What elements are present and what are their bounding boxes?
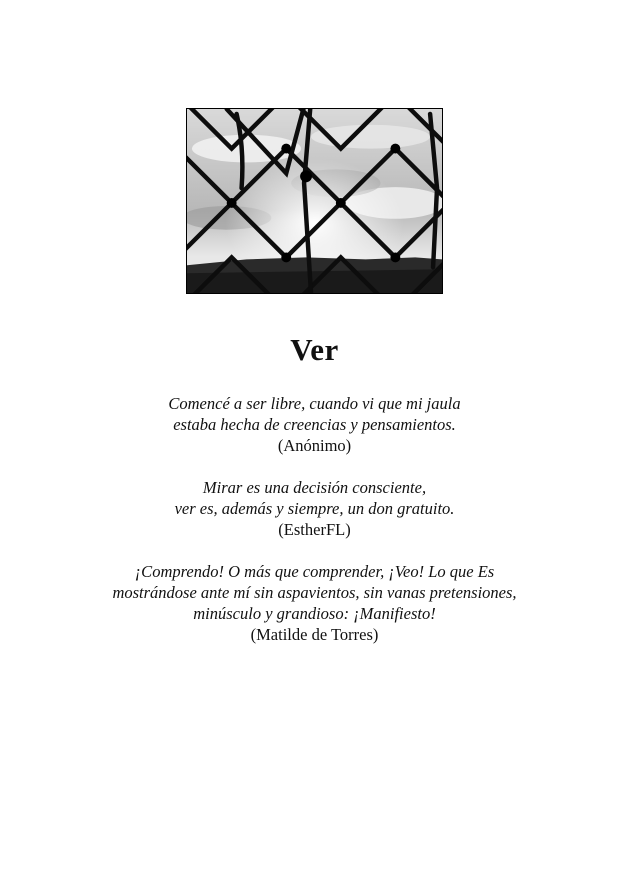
fence-photo xyxy=(186,108,443,294)
quote-block xyxy=(0,561,629,645)
quote-author: (EstherFL) xyxy=(278,520,351,539)
quote-line: estaba hecha de creencias y pensamientos. xyxy=(173,415,456,434)
quote-line: mostrándose ante mí sin aspavientos, sin vanas pretensiones, xyxy=(112,583,517,602)
quote-block xyxy=(0,477,629,540)
fence-photo-image xyxy=(187,109,442,293)
quote-line: ver es, además y siempre, un don gratuito. xyxy=(174,499,455,518)
quotes-section xyxy=(0,393,629,666)
quote-line: Mirar es una decisión consciente, xyxy=(202,478,427,497)
quote-line: minúsculo y grandioso: ¡Manifiesto! xyxy=(193,604,436,623)
quote-author: (Anónimo) xyxy=(277,436,352,455)
quote-line: Comencé a ser libre, cuando vi que mi jaula xyxy=(168,394,461,413)
quote-line: ¡Comprendo! O más que comprender, ¡Veo! Lo que Es xyxy=(134,562,495,581)
page-title: Ver xyxy=(290,332,339,367)
quote-author: (Matilde de Torres) xyxy=(250,625,379,644)
quote-block xyxy=(0,393,629,456)
